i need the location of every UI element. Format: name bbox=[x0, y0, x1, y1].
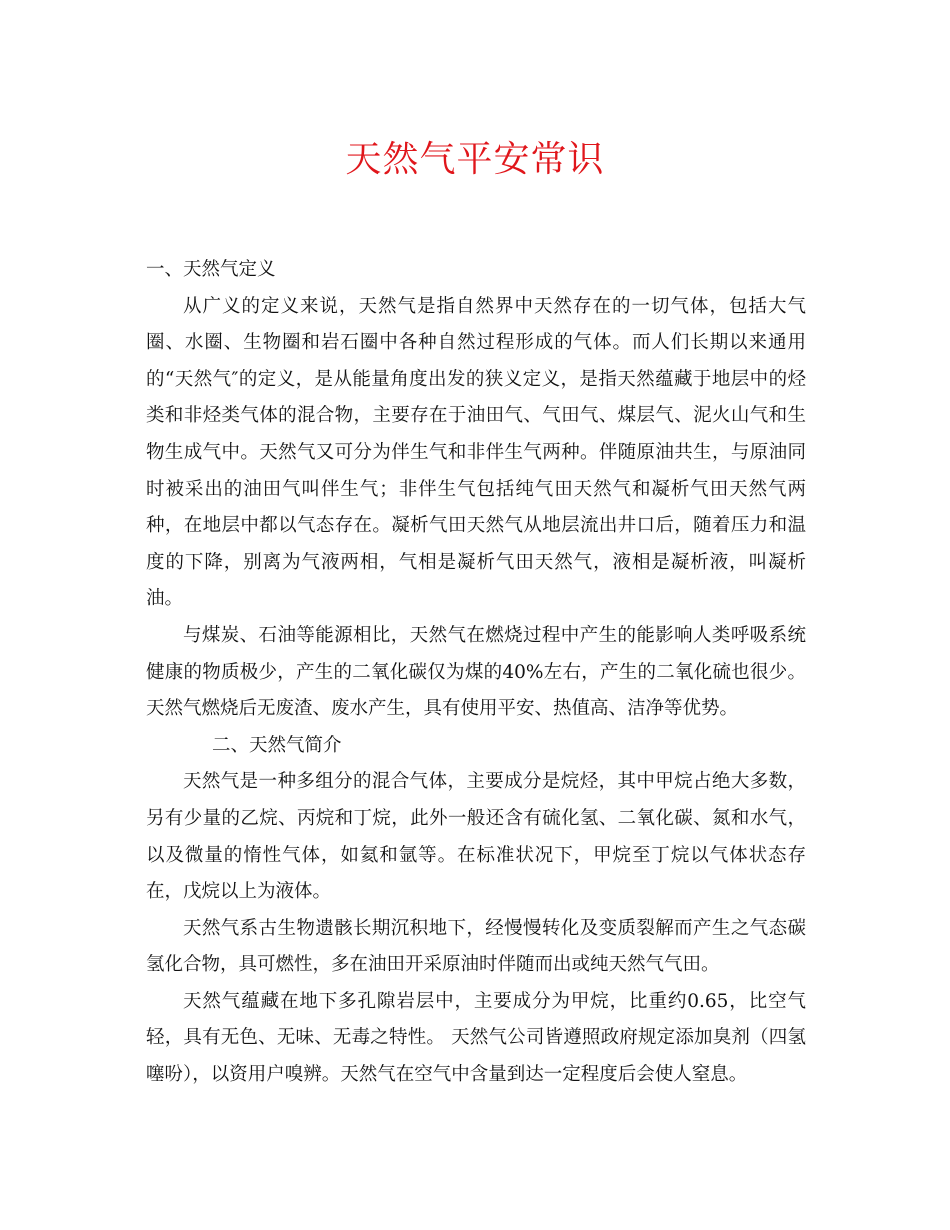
paragraph: 天然气系古生物遗骸长期沉积地下，经慢慢转化及变质裂解而产生之气态碳氢化合物，具可燃性，多在油田开采原油时伴随而出或纯天然气气田。 bbox=[146, 917, 806, 976]
document-title: 天然气平安常识 bbox=[345, 139, 605, 180]
paragraph: 与煤炭、石油等能源相比，天然气在燃烧过程中产生的能影响人类呼吸系统健康的物质极少，产生的二氧化碳仅为煤的40%左右，产生的二氧化硫也很少。天然气燃烧后无废渣、废水产生，具有使用平安、热值高、洁净等优势。 bbox=[146, 624, 806, 720]
section-heading-introduction: 二、天然气简介 bbox=[212, 734, 342, 756]
paragraph: 从广义的定义来说，天然气是指自然界中天然存在的一切气体，包括大气圈、水圈、生物圈和岩石圈中各种自然过程形成的气体。而人们长期以来通用的“天然气″的定义，是从能量角度出发的狭义定义，是指天然蕴藏于地层中的烃类和非烃类气体的混合物，主要存在于油田气、气田气、煤层气、泥火山气和生物生成气中。天然气又可分为伴生气和非伴生气两种。伴随原油共生，与原油同时被采出的油田气叫伴生气；非伴生气包括纯气田天然气和凝析气田天然气两种，在地层中都以气态存在。凝析气田天然气从地层流出井口后，随着压力和温度的下降，别离为气液两相，气相是凝析气田天然气，液相是凝析液，叫凝析油。 bbox=[146, 295, 806, 610]
section-heading-definition: 一、天然气定义 bbox=[146, 259, 276, 280]
paragraph: 天然气是一种多组分的混合气体，主要成分是烷烃，其中甲烷占绝大多数，另有少量的乙烷、丙烷和丁烷，此外一般还含有硫化氢、二氧化碳、氮和水气，以及微量的惰性气体，如氦和氩等。在标准状况下，甲烷至丁烷以气体状态存在，戊烷以上为液体。 bbox=[146, 771, 806, 903]
paragraph: 天然气蕴藏在地下多孔隙岩层中，主要成分为甲烷，比重约0.65，比空气轻，具有无色、无味、无毒之特性。 天然气公司皆遵照政府规定添加臭剂（四氢噻吩），以资用户嗅辨。天然气在空气中含量到达一定程度后会使人窒息。 bbox=[146, 990, 806, 1086]
document-body bbox=[146, 252, 806, 1094]
